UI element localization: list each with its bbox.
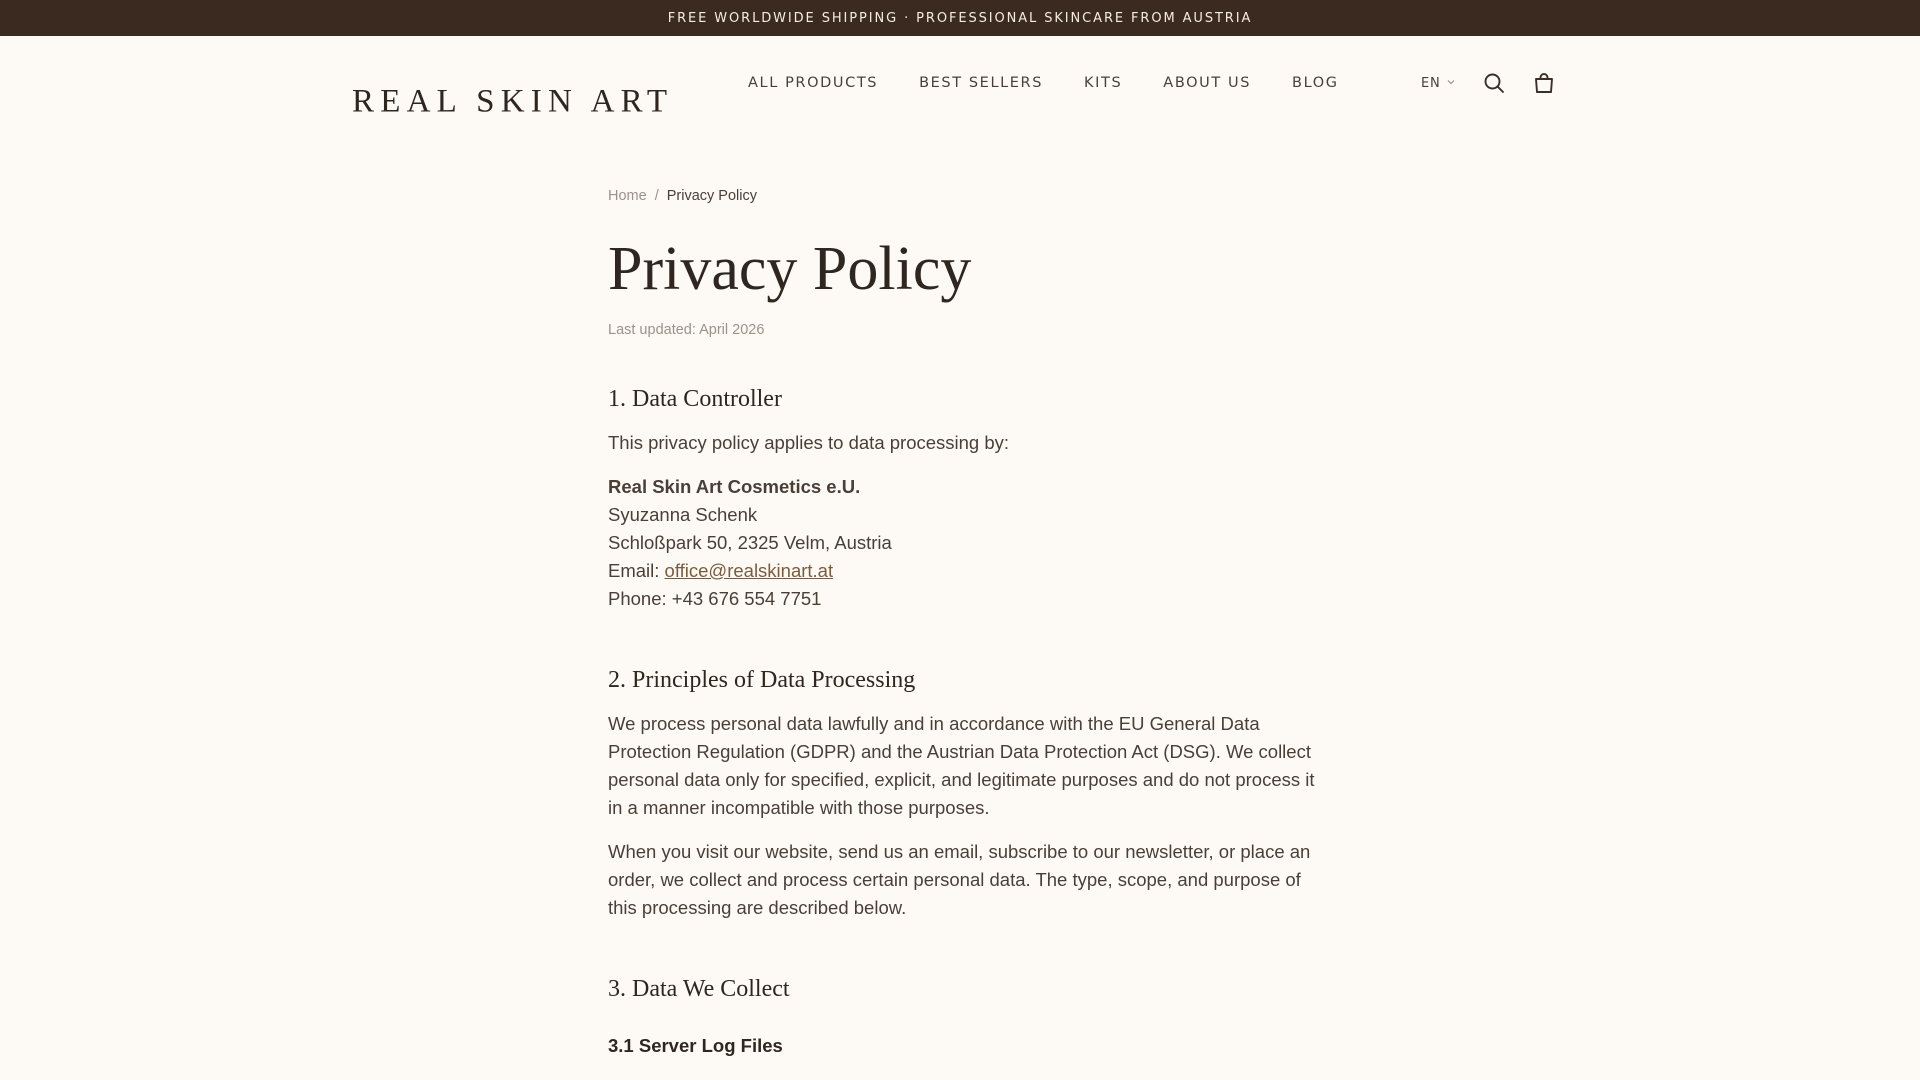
controller-details — [608, 473, 1323, 613]
breadcrumb-home[interactable]: Home — [608, 188, 647, 204]
email-line — [608, 557, 1323, 585]
phone-line: Phone: +43 676 554 7751 — [608, 588, 822, 609]
section-2-heading: 2. Principles of Data Processing — [608, 667, 916, 693]
language-label: EN — [1421, 75, 1441, 91]
page-title: Privacy Policy — [608, 235, 972, 303]
language-selector[interactable] — [1421, 76, 1456, 91]
main-content — [608, 132, 1323, 1057]
company-name: Real Skin Art Cosmetics e.U. — [608, 476, 861, 497]
nav-about-us[interactable]: ABOUT US — [1163, 75, 1252, 91]
email-label: Email: — [608, 560, 660, 581]
email-link[interactable]: office@realskinart.at — [664, 560, 834, 581]
last-updated: Last updated: April 2026 — [608, 322, 765, 338]
company-address: Schloßpark 50, 2325 Velm, Austria — [608, 532, 892, 553]
cart-icon[interactable] — [1532, 71, 1556, 95]
nav-best-sellers[interactable]: BEST SELLERS — [919, 75, 1044, 91]
logo[interactable]: REAL SKIN ART — [352, 83, 674, 120]
nav-all-products[interactable]: ALL PRODUCTS — [748, 75, 879, 91]
search-icon[interactable] — [1482, 71, 1506, 95]
main-nav — [748, 75, 1339, 91]
section-2-paragraph-2: When you visit our website, send us an email, subscribe to our newsletter, or place an order, we collect and process certain personal data. The type, scope, and purpose of this processing are described below. — [608, 841, 1311, 918]
nav-kits[interactable]: KITS — [1084, 75, 1123, 91]
chevron-down-icon — [1446, 76, 1456, 91]
site-header — [0, 36, 1920, 132]
announcement-bar — [0, 0, 1920, 36]
section-3-heading: 3. Data We Collect — [608, 976, 790, 1002]
section-1-heading: 1. Data Controller — [608, 386, 782, 412]
breadcrumb-separator: / — [654, 188, 659, 204]
contact-person: Syuzanna Schenk — [608, 504, 758, 525]
section-2-paragraph-1: We process personal data lawfully and in accordance with the EU General Data Protection Regulation (GDPR) and the Austrian Data Protection Act (DSG). We collect personal data only for specified, explicit, and legitimate purposes and do not process it in a manner incompatible with those purposes. — [608, 713, 1315, 818]
section-1-intro: This privacy policy applies to data processing by: — [608, 432, 1010, 453]
header-actions — [1421, 71, 1556, 95]
announcement-text: FREE WORLDWIDE SHIPPING · PROFESSIONAL SKINCARE FROM AUSTRIA — [667, 10, 1253, 26]
section-3-1-heading: 3.1 Server Log Files — [608, 1035, 783, 1056]
breadcrumb-current: Privacy Policy — [666, 188, 757, 204]
breadcrumb — [608, 188, 1323, 204]
nav-blog[interactable]: BLOG — [1292, 75, 1339, 91]
